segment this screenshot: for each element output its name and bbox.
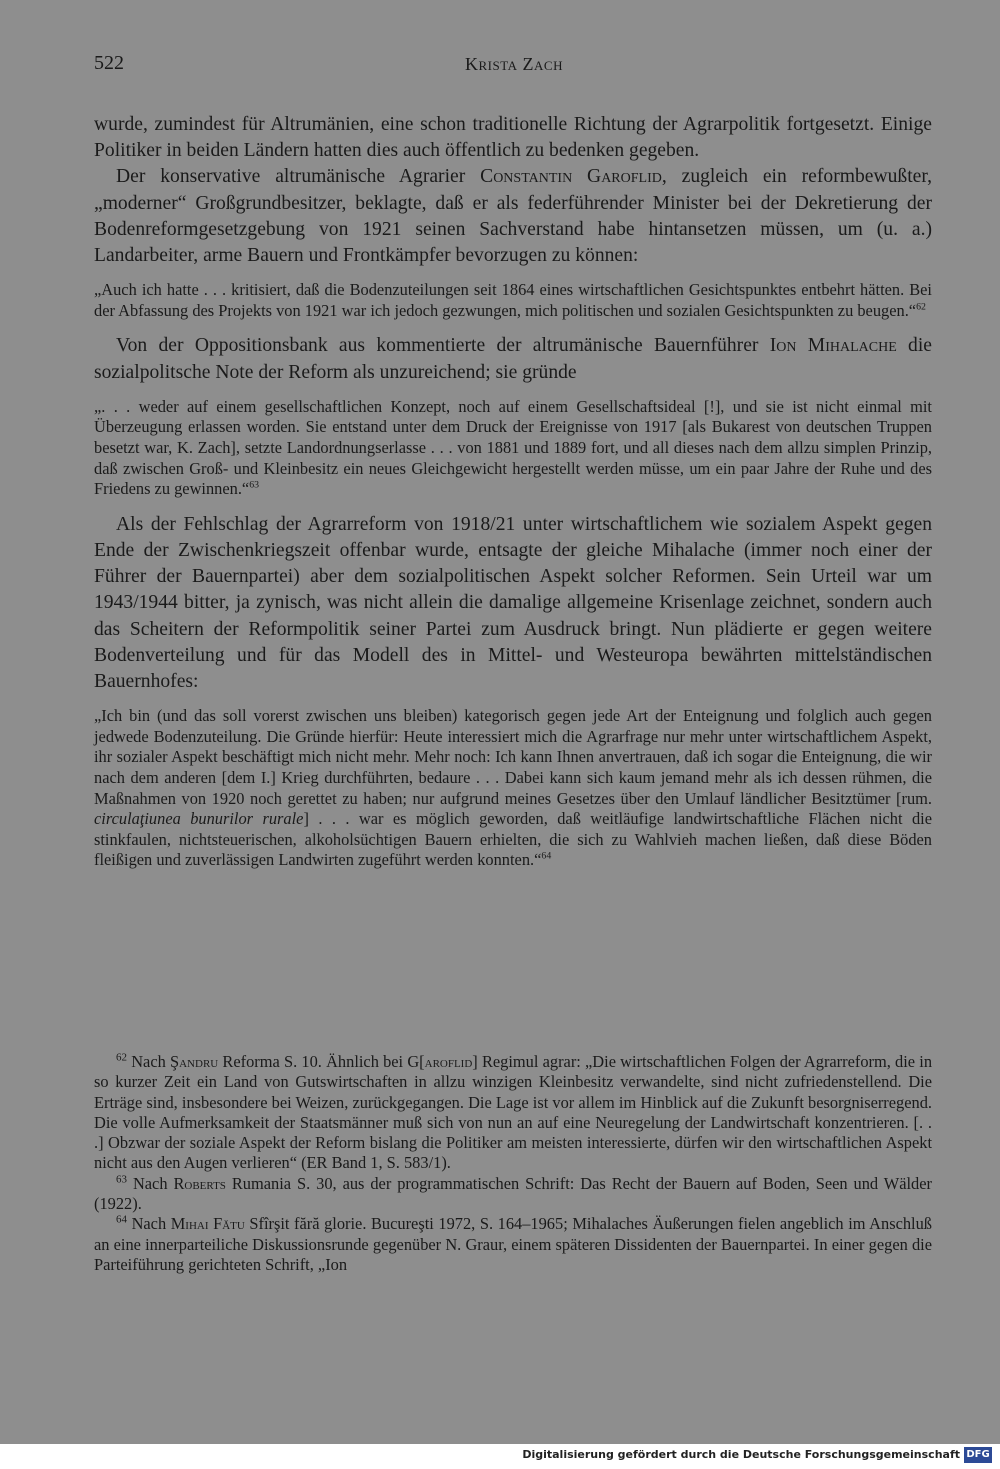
body-text xyxy=(94,112,932,883)
footnote-63: $^{63}$ Nach Roberts Rumania S. 30, aus der programmatischen Schrift: Das Recht der Bauern auf Boden, Seen und Wälder (1922). xyxy=(94,1173,932,1214)
dfg-logo-icon: DFG xyxy=(964,1447,992,1463)
footnote-ref: 64 xyxy=(541,850,552,862)
paragraph-3: Von der Oppositionsbank aus kommentierte der altrumänische Bauernführer Ion Mihalache die sozialpolitsche Note der Reform als unzureichend; sie gründe xyxy=(94,335,932,383)
italic-term: circulaţiunea bunurilor rurale xyxy=(94,809,304,829)
digitization-footer xyxy=(0,1444,1000,1469)
page-number: 522 xyxy=(94,52,124,74)
paragraph-2: Der konservative altrumänische Agrarier Constantin Garoflid, zugleich ein reformbewußter, „moderner“ Großgrundbesitzer, beklagte, daß er als federführender Minister bei der Dekretierung der Bodenreformgesetzgebung von 1921 seinen Sachverstand habe hintansetzen müssen, um (u. a.) Landarbeiter, arme Bauern und Frontkämpfer bevorzugen zu können: xyxy=(94,166,932,267)
block-quote-1: „Auch ich hatte . . . kritisiert, daß die Bodenzuteilungen seit 1864 eines wirtschaftlichen Gesichtspunktes entbehrt hätten. Bei der Abfassung des Projekts von 1921 war ich jedoch gezwungen, mich politischen und sozialen Gesichtspunkten zu beugen.“$^{62}$ xyxy=(94,280,932,320)
author-name: Ion Mihalache xyxy=(769,335,897,357)
block-quote-3: „Ich bin (und das soll vorerst zwischen uns bleiben) kategorisch gegen jede Art der Enteignung und folglich auch gegen jedwede Bodenzuteilung. Die Gründe hierfür: Heute interessiert mich die Agrarfrage nur mehr unter wirtschaftlichem Aspekt, ihr sozialer Aspekt beschäftigt mich nicht mehr. Mehr noch: Ich kann Ihnen anvertrauen, daß ich sogar die Enteignung, die wir nach dem anderen [dem I.] Krieg durchführten, bedaure . . . Dabei kann sich kaum jemand mehr als ich dessen rühmen, die Maßnahmen von 1920 noch gerettet zu haben; nur aufgrund meines Gesetzes über den Umlauf ländlicher Besitztümer [rum. circulaţiunea bunurilor rurale] . . . war es möglich geworden, daß weitläufige landwirtschaftliche Flächen nicht die stinkfaulen, nichtsteuerischen, alkoholsüchtigen Bauern erhielten, die sich zu Wahlvieh machen ließen, daß diese Böden fleißigen und zuverlässigen Landwirten zugeführt werden konnten.“$^{64}$ xyxy=(94,706,932,870)
footnote-62: $^{62}$ Nach Şandru Reforma S. 10. Ähnlich bei G[aroflid] Regimul agrar: „Die wirtschaftlichen Folgen der Agrarreform, die in so kurzer Zeit ein Land von Gutswirtschaften in allzu winzigen Kleinbesitz verwandelte, sind nicht zufriedenstellend. Die Erträge sind, insbesondere bei Weizen, zurückgegangen. Die Lage ist vor allem im Hinblick auf die Zukunft besorgniserregend. Die volle Aufmerksamkeit der Staatsmänner muß sich von nun an auf eine Neuregelung der Landwirtschaft konzentrieren. [. . .] Obzwar der soziale Aspekt der Reform bislang die Politiker am meisten interessierte, dürfen wir den wirtschaftlichen Aspekt nicht aus den Augen verlieren“ (ER Band 1, S. 583/1). xyxy=(94,1051,933,1173)
footnote-ref: 63 xyxy=(249,479,260,491)
footnotes xyxy=(94,1052,932,1275)
funding-credit: Digitalisierung gefördert durch die Deutsche Forschungsgemeinschaft xyxy=(522,1448,960,1461)
paragraph-4: Als der Fehlschlag der Agrarreform von 1918/21 unter wirtschaftlichem wie sozialem Aspekt gegen Ende der Zwischenkriegszeit offenbar wurde, entsagte der gleiche Mihalache (immer noch einer der Führer der Bauernpartei) aber dem sozialpolitischen Aspekt solcher Reformen. Sein Urteil war um 1943/1944 bitter, ja zynisch, was nicht allein die damalige allgemeine Krisenlage zeichnet, sondern auch das Scheitern der Reformpolitik seiner Partei zum Ausdruck bringt. Nun plädierte er gegen weitere Bodenverteilung und für das Modell des in Mittel- und Westeuropa bewährten mittelständischen Bauernhofes: xyxy=(94,513,932,692)
author-name: Constantin Garoflid xyxy=(480,166,662,188)
paragraph-1: wurde, zumindest für Altrumänien, eine schon traditionelle Richtung der Agrarpolitik fortgesetzt. Einige Politiker in beiden Ländern hatten dies auch öffentlich zu bedenken gegeben. xyxy=(94,114,932,162)
footnote-ref: 62 xyxy=(916,301,926,313)
page-header xyxy=(94,52,934,80)
block-quote-2: „. . . weder auf einem gesellschaftlichen Konzept, noch auf einem Gesellschaftsideal [!], und sie ist nicht einmal mit Überzeugung erlassen worden. Sie entstand unter dem Druck der Ereignisse von 1917 [als Bukarest von deutschen Truppen besetzt war, K. Zach], setzte Landordnungserlasse . . . von 1881 und 1889 fort, und all dieses nach dem allzu simplen Prinzip, daß zwischen Groß- und Kleinbesitz ein neues Gleichgewicht hergestellt werden müsse, um ein paar Jahre der Ruhe und des Friedens zu gewinnen.“$^{63}$ xyxy=(94,396,932,499)
footnote-64: $^{64}$ Nach Mihai Fătu Sfîrşit fără glorie. Bucureşti 1972, S. 164–1965; Mihalaches Äußerungen fielen angeblich im Anschluß an eine innerparteiliche Diskussionsrunde gegenüber N. Graur, einem späteren Dissidenten der Bauernpartei. In einer gegen die Parteiführung gerichteten Schrift, „Ion xyxy=(94,1213,933,1274)
running-head: Krista Zach xyxy=(465,54,563,74)
